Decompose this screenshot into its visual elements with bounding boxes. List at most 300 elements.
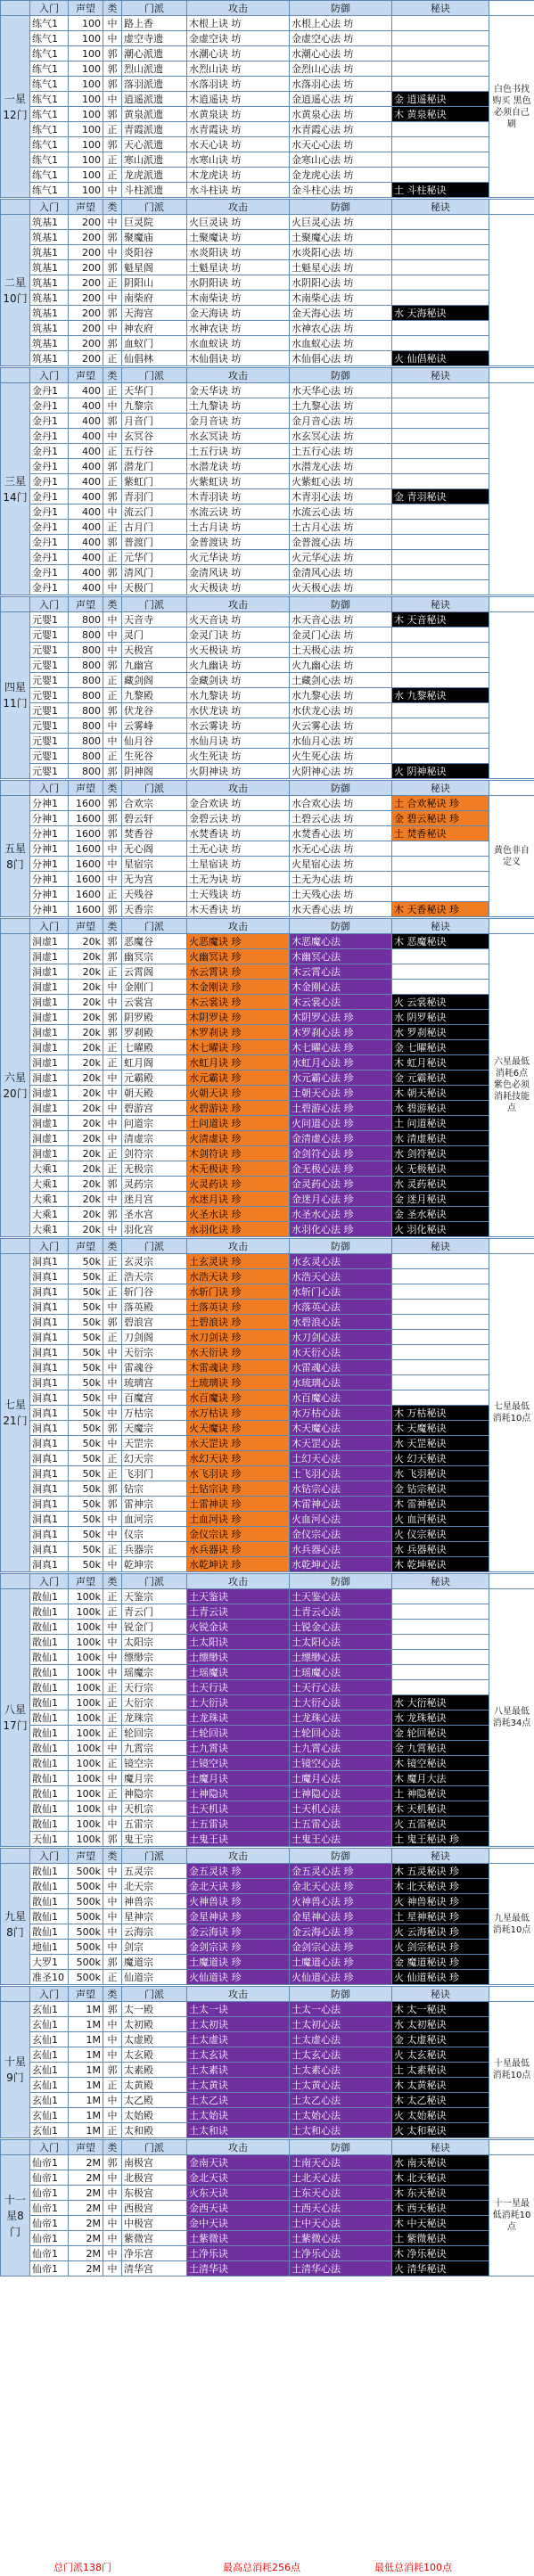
defense-skill-cell: 金龙虎心法 坊	[290, 168, 392, 183]
reputation-cell: 500k	[69, 1909, 103, 1924]
realm-cell: 天仙1	[30, 1832, 69, 1847]
header-rep: 声望	[69, 919, 103, 934]
realm-cell: 洞虚1	[30, 1086, 69, 1101]
header-row	[1, 1987, 534, 2002]
category-cell: 郭	[103, 826, 122, 841]
attack-skill-cell: 木根上诀 坊	[187, 16, 290, 31]
realm-cell: 金丹1	[30, 489, 69, 505]
reputation-cell: 1600	[69, 841, 103, 857]
category-cell: 中	[103, 857, 122, 872]
table-row	[1, 107, 534, 122]
reputation-cell: 100	[69, 183, 103, 198]
defense-skill-cell: 土天极心法 坊	[290, 643, 392, 658]
sect-name-cell: 琉璃宫	[122, 1375, 187, 1391]
attack-skill-cell: 土太阳诀	[187, 1635, 290, 1650]
realm-cell: 洞虚1	[30, 995, 69, 1010]
sect-name-cell: 九黎宗	[122, 398, 187, 414]
category-cell: 中	[103, 2246, 122, 2261]
category-cell: 正	[103, 152, 122, 168]
category-cell: 正	[103, 1055, 122, 1071]
sect-name-cell: 天香宗	[122, 902, 187, 917]
secret-skill-cell	[392, 887, 489, 902]
realm-cell: 练气1	[30, 107, 69, 122]
sect-name-cell: 聚魔庙	[122, 230, 187, 245]
header-row	[1, 200, 534, 215]
attack-skill-cell: 火恶魔诀 珍	[187, 934, 290, 949]
table-row	[1, 336, 534, 351]
defense-skill-cell: 土轮回心法	[290, 1726, 392, 1741]
header-cat: 类	[103, 1849, 122, 1864]
realm-cell: 洞真1	[30, 1300, 69, 1315]
defense-skill-cell: 金逍遥心法 坊	[290, 92, 392, 107]
table-row	[1, 1557, 534, 1572]
sect-name-cell: 神兽宗	[122, 1894, 187, 1909]
sect-name-cell: 七曜殿	[122, 1040, 187, 1055]
sect-name-cell: 云霄阁	[122, 964, 187, 980]
table-row	[1, 183, 534, 198]
category-cell: 中	[103, 2108, 122, 2123]
attack-skill-cell: 土九黎诀 坊	[187, 398, 290, 414]
table-row	[1, 2078, 534, 2093]
table-row	[1, 1360, 534, 1375]
table-row	[1, 474, 534, 489]
header-rep: 声望	[69, 368, 103, 383]
attack-skill-cell: 水浩天诀 珍	[187, 1269, 290, 1284]
category-cell: 中	[103, 612, 122, 628]
attack-skill-cell: 金合欢诀 坊	[187, 796, 290, 811]
secret-skill-cell: 火 仙道秘诀 珍	[392, 1970, 489, 1985]
table-row	[1, 2002, 534, 2017]
attack-skill-cell: 土紫微诀	[187, 2231, 290, 2246]
attack-skill-cell: 木剑符诀 珍	[187, 1146, 290, 1161]
realm-cell: 散仙1	[30, 1771, 69, 1786]
attack-skill-cell: 火生死诀 坊	[187, 749, 290, 764]
reputation-cell: 1600	[69, 872, 103, 887]
realm-cell: 洞真1	[30, 1497, 69, 1512]
realm-cell: 洞虚1	[30, 934, 69, 949]
defense-skill-cell: 水浩天心法	[290, 1269, 392, 1284]
realm-cell: 仙帝1	[30, 2170, 69, 2186]
secret-skill-cell: 水 剑符秘诀	[392, 1146, 489, 1161]
defense-skill-cell: 水斩门心法	[290, 1284, 392, 1300]
attack-skill-cell: 水潮心诀 坊	[187, 46, 290, 62]
category-cell: 中	[103, 2032, 122, 2047]
sect-name-cell: 大衍宗	[122, 1695, 187, 1710]
secret-skill-cell	[392, 734, 489, 749]
reputation-cell: 400	[69, 550, 103, 565]
sect-name-cell: 血河宗	[122, 1512, 187, 1527]
reputation-cell: 1600	[69, 796, 103, 811]
attack-skill-cell: 金清风诀 坊	[187, 565, 290, 580]
table-row	[1, 1101, 534, 1116]
reputation-cell: 500k	[69, 1924, 103, 1940]
secret-skill-cell	[392, 718, 489, 734]
attack-skill-cell: 土大衍诀	[187, 1695, 290, 1710]
attack-skill-cell: 木金刚诀 珍	[187, 980, 290, 995]
reputation-cell: 50k	[69, 1360, 103, 1375]
attack-skill-cell: 土太虚诀	[187, 2032, 290, 2047]
table-row	[1, 62, 534, 77]
attack-skill-cell: 火阴神诀 坊	[187, 764, 290, 779]
realm-cell: 洞虚1	[30, 1025, 69, 1040]
attack-skill-cell: 木七曜诀 珍	[187, 1040, 290, 1055]
category-cell: 正	[103, 1786, 122, 1801]
secret-skill-cell: 水 阴罗秘诀	[392, 1010, 489, 1025]
defense-skill-cell: 水黄泉心法 坊	[290, 107, 392, 122]
reputation-cell: 100k	[69, 1771, 103, 1786]
realm-cell: 大乘1	[30, 1192, 69, 1207]
realm-cell: 散仙1	[30, 1620, 69, 1635]
sect-name-cell: 天行宗	[122, 1680, 187, 1695]
realm-cell: 金丹1	[30, 474, 69, 489]
category-cell: 正	[103, 1254, 122, 1269]
table-row	[1, 520, 534, 535]
defense-skill-cell: 火云雾心法 坊	[290, 718, 392, 734]
realm-cell: 大乘1	[30, 1161, 69, 1177]
table-row	[1, 1909, 534, 1924]
secret-skill-cell	[392, 245, 489, 260]
category-cell: 中	[103, 1345, 122, 1360]
secret-skill-cell	[392, 1345, 489, 1360]
realm-cell: 金丹1	[30, 398, 69, 414]
realm-cell: 金丹1	[30, 444, 69, 459]
reputation-cell: 20k	[69, 1040, 103, 1055]
min-cost-label: 最低总消耗100点	[374, 2562, 452, 2573]
reputation-cell: 1M	[69, 2063, 103, 2078]
category-cell: 中	[103, 995, 122, 1010]
attack-skill-cell: 木天香诀 坊	[187, 902, 290, 917]
secret-skill-cell: 金 逍遥秘诀	[392, 92, 489, 107]
header-note	[489, 1849, 534, 1864]
table-row	[1, 1726, 534, 1741]
secret-skill-cell: 火 仪宗秘诀	[392, 1527, 489, 1542]
attack-skill-cell: 土瑶魔诀	[187, 1665, 290, 1680]
secret-skill-cell: 木 魔月大法	[392, 1771, 489, 1786]
star-tier-label: 十一星8门	[1, 2155, 30, 2277]
reputation-cell: 50k	[69, 1330, 103, 1345]
realm-cell: 仙帝1	[30, 2216, 69, 2231]
category-cell: 中	[103, 1101, 122, 1116]
realm-cell: 金丹1	[30, 459, 69, 474]
sect-name-cell: 魔月宗	[122, 1771, 187, 1786]
category-cell: 中	[103, 2186, 122, 2201]
secret-skill-cell: 火 清华秘诀	[392, 2261, 489, 2277]
attack-skill-cell: 水九黎诀 坊	[187, 688, 290, 703]
defense-skill-cell: 水流云心法 坊	[290, 505, 392, 520]
realm-cell: 洞真1	[30, 1527, 69, 1542]
realm-cell: 筑基1	[30, 230, 69, 245]
defense-skill-cell: 水天香心法 坊	[290, 902, 392, 917]
category-cell: 郭	[103, 2155, 122, 2170]
defense-skill-cell: 土五雷心法	[290, 1817, 392, 1832]
category-cell: 郭	[103, 1025, 122, 1040]
attack-skill-cell: 土轮回诀	[187, 1726, 290, 1741]
reputation-cell: 20k	[69, 1161, 103, 1177]
defense-skill-cell: 土朝天心法 珍	[290, 1086, 392, 1101]
realm-cell: 洞虚1	[30, 1040, 69, 1055]
defense-skill-cell: 木天罡心法	[290, 1436, 392, 1451]
reputation-cell: 500k	[69, 1970, 103, 1985]
attack-skill-cell: 土太乙诀	[187, 2093, 290, 2108]
sect-name-cell: 阴罗殿	[122, 1010, 187, 1025]
attack-skill-cell: 土净乐诀	[187, 2246, 290, 2261]
header-entry: 入门	[30, 2140, 69, 2155]
reputation-cell: 50k	[69, 1466, 103, 1481]
table-row	[1, 1071, 534, 1086]
defense-skill-cell: 土东天心法	[290, 2186, 392, 2201]
attack-skill-cell: 土太黄诀	[187, 2078, 290, 2093]
realm-cell: 大乘1	[30, 1222, 69, 1237]
category-cell: 正	[103, 688, 122, 703]
reputation-cell: 50k	[69, 1512, 103, 1527]
defense-skill-cell: 土神隐心法	[290, 1786, 392, 1801]
reputation-cell: 100	[69, 62, 103, 77]
secret-skill-cell: 金 魔道秘诀 珍	[392, 1955, 489, 1970]
category-cell: 正	[103, 383, 122, 398]
defense-skill-cell: 火元华心法 坊	[290, 550, 392, 565]
attack-skill-cell: 土青云诀	[187, 1604, 290, 1620]
secret-skill-cell: 土 神隐秘诀	[392, 1786, 489, 1801]
table-row	[1, 1512, 534, 1527]
realm-cell: 玄仙1	[30, 2093, 69, 2108]
category-cell: 中	[103, 291, 122, 306]
realm-cell: 洞真1	[30, 1451, 69, 1466]
secret-skill-cell: 火 五雷秘诀	[392, 1817, 489, 1832]
table-row	[1, 718, 534, 734]
category-cell: 郭	[103, 1177, 122, 1192]
defense-skill-cell: 土太阳心法	[290, 1635, 392, 1650]
category-cell: 正	[103, 1726, 122, 1741]
secret-skill-cell	[392, 1315, 489, 1330]
reputation-cell: 1M	[69, 2123, 103, 2138]
table-row	[1, 1665, 534, 1680]
table-row	[1, 1269, 534, 1284]
secret-skill-cell	[392, 152, 489, 168]
table-row	[1, 1330, 534, 1345]
sect-name-cell: 天残谷	[122, 887, 187, 902]
category-cell: 正	[103, 887, 122, 902]
table-row	[1, 1786, 534, 1801]
category-cell: 中	[103, 215, 122, 230]
attack-skill-cell: 水万枯诀 珍	[187, 1406, 290, 1421]
table-row	[1, 230, 534, 245]
realm-cell: 金丹1	[30, 429, 69, 444]
category-cell: 郭	[103, 230, 122, 245]
table-row	[1, 321, 534, 336]
reputation-cell: 1600	[69, 857, 103, 872]
table-row	[1, 1421, 534, 1436]
sect-name-cell: 清风门	[122, 565, 187, 580]
reputation-cell: 1M	[69, 2078, 103, 2093]
table-row	[1, 1010, 534, 1025]
defense-skill-cell: 土南天心法	[290, 2155, 392, 2170]
table-row	[1, 628, 534, 643]
realm-cell: 散仙1	[30, 1665, 69, 1680]
category-cell: 中	[103, 1557, 122, 1572]
category-cell: 郭	[103, 77, 122, 92]
sect-name-cell: 玄冥谷	[122, 429, 187, 444]
sect-name-cell: 罗刹殿	[122, 1025, 187, 1040]
sect-name-cell: 浩天宗	[122, 1269, 187, 1284]
secret-skill-cell: 水 飞羽秘诀	[392, 1466, 489, 1481]
category-cell: 正	[103, 474, 122, 489]
attack-skill-cell: 木云裳诀 珍	[187, 995, 290, 1010]
group-note	[489, 383, 534, 595]
header-rep: 声望	[69, 1849, 103, 1864]
group-note: 白色书找购买 黑色必须自己刷	[489, 16, 534, 198]
sect-name-cell: 兵器宗	[122, 1542, 187, 1557]
header-atk: 攻击	[187, 1849, 290, 1864]
realm-cell: 洞虚1	[30, 949, 69, 964]
reputation-cell: 100	[69, 122, 103, 137]
header-atk: 攻击	[187, 1239, 290, 1254]
realm-cell: 筑基1	[30, 306, 69, 321]
sect-name-cell: 轮回宗	[122, 1726, 187, 1741]
table-row	[1, 77, 534, 92]
total-sects-label: 总门派138门	[53, 2562, 111, 2573]
header-rep: 声望	[69, 1987, 103, 2002]
header-sec: 秘诀	[392, 1, 489, 16]
reputation-cell: 800	[69, 718, 103, 734]
category-cell: 郭	[103, 1010, 122, 1025]
secret-skill-cell: 金 太虚秘诀	[392, 2032, 489, 2047]
table-row	[1, 1222, 534, 1237]
sect-name-cell: 五雷宗	[122, 1817, 187, 1832]
table-row	[1, 1207, 534, 1222]
table-row	[1, 2108, 534, 2123]
header-entry: 入门	[30, 1849, 69, 1864]
category-cell: 郭	[103, 62, 122, 77]
header-sec: 秘诀	[392, 368, 489, 383]
defense-skill-cell: 水炎阳心法 坊	[290, 245, 392, 260]
defense-skill-cell: 水玄灵心法	[290, 1254, 392, 1269]
reputation-cell: 20k	[69, 980, 103, 995]
sect-name-cell: 月音门	[122, 414, 187, 429]
attack-skill-cell: 水云霄诀 珍	[187, 964, 290, 980]
attack-skill-cell: 木罗刹诀 珍	[187, 1025, 290, 1040]
category-cell: 正	[103, 1589, 122, 1604]
secret-skill-cell: 水 太初秘诀	[392, 2017, 489, 2032]
reputation-cell: 200	[69, 230, 103, 245]
defense-skill-cell: 水碧浪心法	[290, 1315, 392, 1330]
category-cell: 郭	[103, 2002, 122, 2017]
attack-skill-cell: 火清虚诀 珍	[187, 1131, 290, 1146]
reputation-cell: 1600	[69, 811, 103, 826]
attack-skill-cell: 土神隐诀	[187, 1786, 290, 1801]
secret-skill-cell: 水 灵药秘诀	[392, 1177, 489, 1192]
defense-skill-cell: 土古月心法 坊	[290, 520, 392, 535]
table-row	[1, 1940, 534, 1955]
secret-skill-cell: 木 镜空秘诀	[392, 1756, 489, 1771]
table-row	[1, 1025, 534, 1040]
summary-footer	[0, 2560, 534, 2574]
table-row	[1, 643, 534, 658]
sect-name-cell: 中极宫	[122, 2216, 187, 2231]
sect-name-cell: 元霸殿	[122, 1071, 187, 1086]
group-note: 八星最低消耗34点	[489, 1589, 534, 1847]
table-row	[1, 505, 534, 520]
star-tier-label: 四星11门	[1, 612, 30, 779]
attack-skill-cell: 土星宿诀 坊	[187, 857, 290, 872]
secret-skill-cell: 火 云海秘诀 珍	[392, 1924, 489, 1940]
table-row	[1, 46, 534, 62]
table-row	[1, 152, 534, 168]
attack-skill-cell: 金五灵诀 珍	[187, 1864, 290, 1879]
attack-skill-cell: 火天音诀 坊	[187, 612, 290, 628]
reputation-cell: 800	[69, 703, 103, 718]
attack-skill-cell: 水流云诀 坊	[187, 505, 290, 520]
realm-cell: 散仙1	[30, 1680, 69, 1695]
attack-skill-cell: 木雷魂诀 珍	[187, 1360, 290, 1375]
realm-cell: 筑基1	[30, 275, 69, 291]
table-row	[1, 1254, 534, 1269]
sect-name-cell: 炎阳谷	[122, 245, 187, 260]
secret-skill-cell	[392, 474, 489, 489]
secret-skill-cell	[392, 62, 489, 77]
secret-skill-cell: 土 星神秘诀 珍	[392, 1909, 489, 1924]
reputation-cell: 100k	[69, 1695, 103, 1710]
realm-cell: 分神1	[30, 811, 69, 826]
sect-name-cell: 逍遥派遗	[122, 92, 187, 107]
secret-skill-cell: 木 西天秘诀	[392, 2201, 489, 2216]
realm-cell: 练气1	[30, 168, 69, 183]
sect-name-cell: 太玄殿	[122, 2047, 187, 2063]
defense-skill-cell: 土紫微心法	[290, 2231, 392, 2246]
category-cell: 正	[103, 749, 122, 764]
category-cell: 正	[103, 1604, 122, 1620]
table-row	[1, 1955, 534, 1970]
realm-cell: 分神1	[30, 902, 69, 917]
secret-skill-cell: 土 问道秘诀	[392, 1116, 489, 1131]
group-note: 七星最低消耗10点	[489, 1254, 534, 1572]
reputation-cell: 2M	[69, 2261, 103, 2277]
table-row	[1, 1695, 534, 1710]
realm-cell: 散仙1	[30, 1894, 69, 1909]
attack-skill-cell: 火巨灵诀 坊	[187, 215, 290, 230]
secret-skill-cell	[392, 291, 489, 306]
defense-skill-cell: 水潜龙心法 坊	[290, 459, 392, 474]
category-cell: 中	[103, 1801, 122, 1817]
star-tier-label: 五星8门	[1, 796, 30, 917]
group-note: 十星最低消耗10点	[489, 2002, 534, 2138]
reputation-cell: 20k	[69, 1222, 103, 1237]
table-row	[1, 168, 534, 183]
secret-skill-cell: 水 大衍秘诀	[392, 1695, 489, 1710]
sect-name-cell: 清虚宗	[122, 1131, 187, 1146]
realm-cell: 玄仙1	[30, 2078, 69, 2093]
category-cell: 中	[103, 2231, 122, 2246]
realm-cell: 元婴1	[30, 628, 69, 643]
sect-name-cell: 流云门	[122, 505, 187, 520]
table-row	[1, 841, 534, 857]
reputation-cell: 20k	[69, 1025, 103, 1040]
header-def: 防御	[290, 781, 392, 796]
secret-skill-cell: 金 元霸秘诀	[392, 1071, 489, 1086]
header-sec: 秘诀	[392, 919, 489, 934]
realm-cell: 洞真1	[30, 1421, 69, 1436]
defense-skill-cell: 金寒山心法 坊	[290, 152, 392, 168]
sect-name-cell: 天机宗	[122, 1801, 187, 1817]
table-row	[1, 2063, 534, 2078]
attack-skill-cell: 土龙珠诀	[187, 1710, 290, 1726]
table-row	[1, 1086, 534, 1101]
defense-skill-cell: 木南柴心法 坊	[290, 291, 392, 306]
reputation-cell: 1M	[69, 2032, 103, 2047]
reputation-cell: 1M	[69, 2017, 103, 2032]
header-rep: 声望	[69, 1574, 103, 1589]
table-row	[1, 688, 534, 703]
attack-skill-cell: 金碧云诀 坊	[187, 811, 290, 826]
